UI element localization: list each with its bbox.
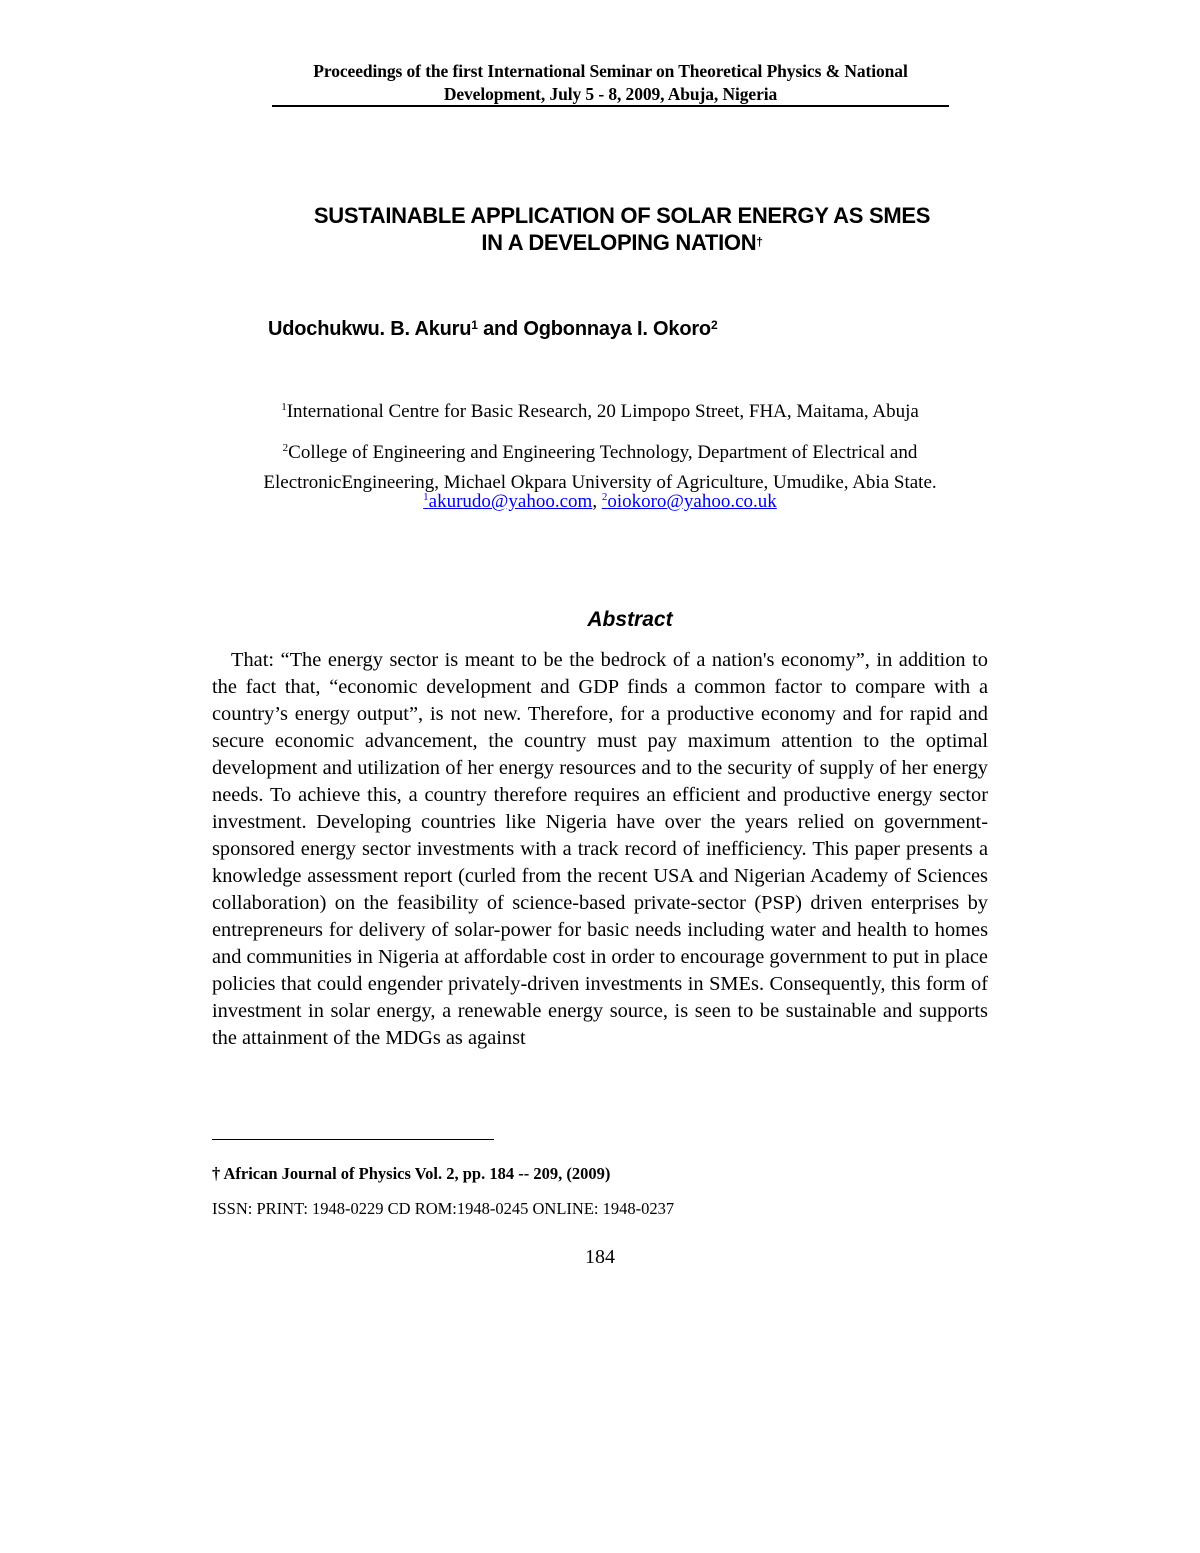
affiliation-2-line-1-text: College of Engineering and Engineering Technology, Department of Electrical and [288, 442, 918, 463]
authors-connector: and [477, 318, 524, 340]
email-1-mark: 1 [423, 491, 429, 503]
affiliation-2-line-1 [200, 439, 1000, 469]
affiliation-1-text: International Centre for Basic Research, 20 Limpopo Street, FHA, Maitama, Abuja [286, 401, 919, 422]
affiliation-2-mark: 2 [282, 442, 289, 454]
running-head-line-1: Proceedings of the first International Seminar on Theoretical Physics & National [313, 61, 908, 81]
running-head-rule [272, 105, 949, 107]
abstract-heading: Abstract [587, 608, 673, 631]
paper-title [230, 202, 1014, 260]
author-emails [200, 489, 1000, 517]
email-2-mark: 2 [601, 491, 608, 503]
affiliation-1 [200, 398, 1000, 428]
email-link-2[interactable] [602, 491, 777, 512]
author-1: Udochukwu. B. Akuru [268, 318, 472, 340]
author-1-affiliation-mark: 1 [471, 318, 478, 332]
page-number: 184 [585, 1246, 615, 1268]
paper-title-line-2-text: IN A DEVELOPING NATION [481, 230, 757, 255]
affiliation-1-mark: 1 [281, 401, 287, 413]
paper-title-line-2 [230, 229, 1014, 260]
running-head [272, 60, 949, 106]
affiliation-2-line-2: ElectronicEngineering, Michael Okpara University of Agriculture, Umudike, Abia State. [263, 472, 937, 493]
email-separator: , [592, 491, 602, 512]
author-2: Ogbonnaya I. Okoro [523, 318, 711, 340]
footnote-issn: ISSN: PRINT: 1948-0229 CD ROM:1948-0245 ONLINE: 1948-0237 [212, 1199, 675, 1218]
authors [268, 316, 888, 344]
footnote-journal: † African Journal of Physics Vol. 2, pp. 184 -- 209, (2009) [212, 1164, 611, 1183]
title-footnote-mark: † [756, 235, 763, 249]
affiliation-2 [200, 439, 1000, 496]
email-1-text: akurudo@yahoo.com [428, 491, 593, 512]
email-link-1[interactable] [423, 491, 592, 512]
footnote-rule [212, 1139, 494, 1140]
abstract-body: That: “The energy sector is meant to be the bedrock of a nation's economy”, in addition to the fact that, “economic development and GDP finds a common factor to compare with a country’s energy output”, is not new. Therefore, for a productive economy and for rapid and secure economic advancement, the country must pay maximum attention to the optimal development and utilization of her energy resources and to the security of supply of her energy needs. To achieve this, a country therefore requires an efficient and productive energy sector investment. Developing countries like Nigeria have over the years relied on government-sponsored energy sector investments with a track record of inefficiency. This paper presents a knowledge assessment report (curled from the recent USA and Nigerian Academy of Sciences collaboration) on the feasibility of science-based private-sector (PSP) driven enterprises by entrepreneurs for delivery of solar-power for basic needs including water and health to homes and communities in Nigeria at affordable cost in order to encourage government to put in place policies that could engender privately-driven investments in SMEs. Consequently, this form of investment in solar energy, a renewable energy source, is seen to be sustainable and supports the attainment of the MDGs as against [212, 649, 988, 1049]
paper-title-line-1: SUSTAINABLE APPLICATION OF SOLAR ENERGY AS SMES [313, 203, 931, 228]
author-2-affiliation-mark: 2 [710, 318, 718, 332]
email-2-text: oiokoro@yahoo.co.uk [607, 491, 777, 512]
running-head-line-2: Development, July 5 - 8, 2009, Abuja, Nigeria [443, 84, 778, 104]
